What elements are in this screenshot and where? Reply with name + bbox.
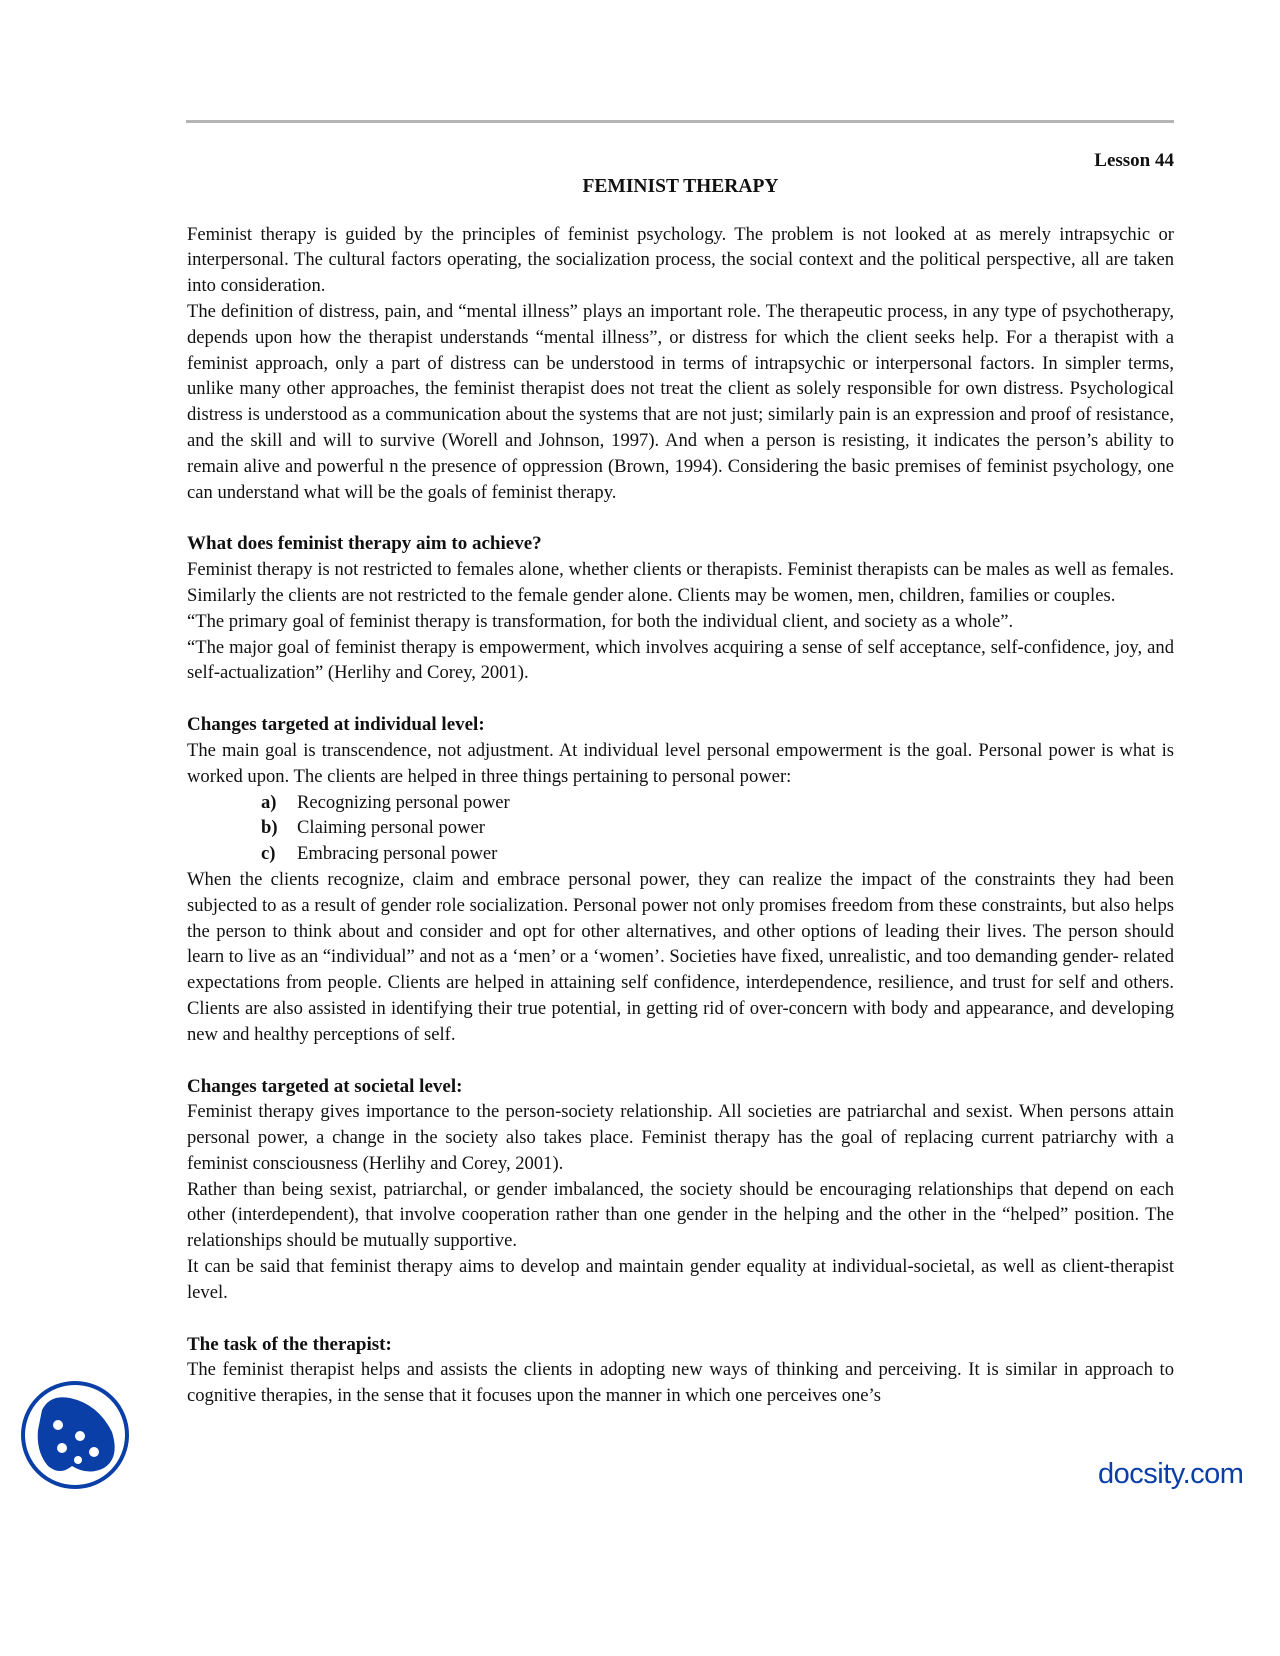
- paragraph: “The major goal of feminist therapy is empowerment, which involves acquiring a sense of self acceptance, self-confidence, joy, and self-actualization” (Herlihy and Corey, 2001).: [187, 636, 1174, 684]
- section-heading: Changes targeted at societal level:: [187, 1075, 463, 1097]
- page-title: FEMINIST THERAPY: [582, 175, 779, 197]
- list-item: [261, 790, 1174, 816]
- list-item: [261, 841, 1174, 867]
- list-item: [261, 815, 1174, 841]
- power-list: [187, 790, 1174, 867]
- section-heading: What does feminist therapy aim to achieve?: [187, 533, 542, 555]
- paragraph: Feminist therapy is not restricted to females alone, whether clients or therapists. Feminist therapists can be males as well as females. Similarly the clients are not restricted to the female gender alone. Clients may be women, men, children, families or couples.: [187, 559, 1174, 606]
- docsity-logo-icon[interactable]: [20, 1380, 130, 1490]
- paragraph: The definition of distress, pain, and “mental illness” plays an important role. The therapeutic process, in any type of psychotherapy, depends upon how the therapist understands “mental illness”, or distress for which the client seeks help. For a therapist with a feminist approach, only a part of distress can be understood in terms of intrapsychic or interpersonal factors. In simpler terms, unlike many other approaches, the feminist therapist does not treat the client as solely responsible for own distress. Psychological distress is understood as a communication about the systems that are not just; similarly pain is an expression and proof of resistance, and the skill and will to survive (Worell and Johnson, 1997). And when a person is resisting, it indicates the person’s ability to remain alive and powerful n the presence of oppression (Brown, 1994). Considering the basic premises of feminist psychology, one can understand what will be the goals of feminist therapy.: [187, 300, 1174, 503]
- document-page: [187, 148, 1174, 1409]
- paragraph: The feminist therapist helps and assists the clients in adopting new ways of thinking and perceiving. It is similar in approach to cognitive therapies, in the sense that it focuses upon the manner in which one perceives one’s: [187, 1359, 1174, 1407]
- section-heading: The task of the therapist:: [187, 1333, 392, 1355]
- list-text: Claiming personal power: [297, 817, 485, 839]
- paragraph: Rather than being sexist, patriarchal, or gender imbalanced, the society should be encouraging relationships that depend on each other (interdependent), that involve cooperation rather than one gender in the helping and the other in the “helped” position. The relationships should be mutually supportive.: [187, 1178, 1174, 1252]
- paragraph: It can be said that feminist therapy aims to develop and maintain gender equality at individual-societal, as well as client-therapist level.: [187, 1256, 1174, 1303]
- list-letter: c): [261, 843, 276, 865]
- list-text: Recognizing personal power: [297, 791, 510, 813]
- header-rule: [186, 120, 1174, 123]
- paragraph: The main goal is transcendence, not adjustment. At individual level personal empowerment is the goal. Personal power is what is worked upon. The clients are helped in three things pertaining to personal power:: [187, 739, 1174, 787]
- list-letter: a): [261, 791, 277, 813]
- paragraph: When the clients recognize, claim and embrace personal power, they can realize the impact of the constraints they had been subjected to as a result of gender role socialization. Personal power not only promises freedom from these constraints, but also helps the person to think about and consider and opt for other alternatives, and other options of leading their lives. The person should learn to live as an “individual” and not as a ‘men’ or a ‘women’. Societies have fixed, unrealistic, and too demanding gender- related expectations from people. Clients are helped in attaining self confidence, interdependence, resilience, and trust for self and others. Clients are also assisted in identifying their true potential, in getting rid of over-concern with body and appearance, and developing new and healthy perceptions of self.: [187, 868, 1174, 1045]
- section-heading: Changes targeted at individual level:: [187, 714, 485, 736]
- paragraph: “The primary goal of feminist therapy is transformation, for both the individual client, and society as a whole”.: [187, 610, 1014, 632]
- list-letter: b): [261, 817, 278, 839]
- docsity-watermark[interactable]: docsity.com: [1098, 1458, 1244, 1490]
- paragraph: Feminist therapy is guided by the principles of feminist psychology. The problem is not looked at as merely intrapsychic or interpersonal. The cultural factors operating, the socialization process, the social context and the political perspective, all are taken into consideration.: [187, 223, 1174, 297]
- lesson-number: Lesson 44: [1094, 150, 1174, 171]
- paragraph: Feminist therapy gives importance to the person-society relationship. All societies are patriarchal and sexist. When persons attain personal power, a change in the society also takes place. Feminist therapy has the goal of replacing current patriarchy with a feminist consciousness (Herlihy and Corey, 2001).: [187, 1101, 1174, 1174]
- list-text: Embracing personal power: [297, 843, 498, 865]
